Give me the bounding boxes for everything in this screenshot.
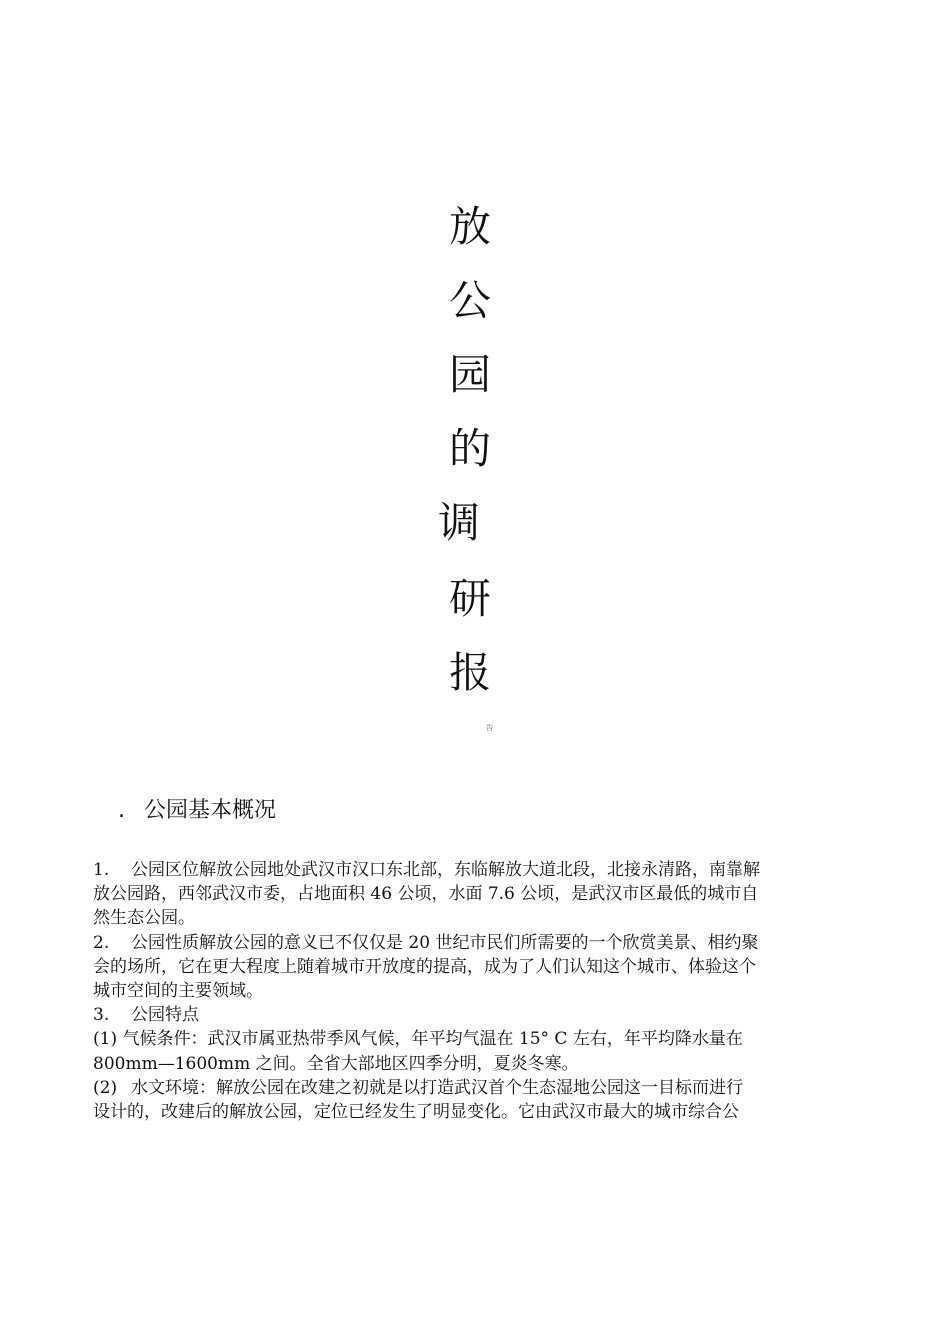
body-line-text: (1) 气候条件：武汉市属亚热带季风气候，年平均气温在 15° C 左右，年平均降水量在 — [93, 1029, 743, 1050]
body-line — [93, 1027, 845, 1051]
list-number: 3. — [93, 1005, 110, 1026]
title-char-1: 放 — [449, 202, 492, 251]
title-char-3: 园 — [449, 350, 492, 399]
body-line-text: 然生态公园。 — [93, 908, 195, 929]
body-line — [93, 882, 845, 906]
body-line — [93, 931, 845, 955]
body-line — [93, 1076, 845, 1100]
body-line-text: 城市空间的主要领域。 — [93, 980, 263, 1001]
body-line — [93, 1100, 845, 1124]
body-text — [93, 858, 845, 1124]
body-line-text: 公园性质解放公园的意义已不仅仅是 20 世纪市民们所需要的一个欣赏美景、相约聚 — [131, 932, 759, 953]
section-heading — [118, 796, 276, 826]
body-line — [93, 955, 845, 979]
body-line-text: 公园特点 — [131, 1005, 199, 1026]
list-number: 2. — [93, 932, 110, 953]
body-line-text: 设计的，改建后的解放公园，定位已经发生了明显变化。它由武汉市最大的城市综合公 — [93, 1101, 739, 1122]
title-char-7: 报 — [449, 648, 492, 697]
body-line-text: 会的场所，它在更大程度上随着城市开放度的提高，成为了人们认知这个城市、体验这个 — [93, 956, 756, 977]
body-line-text: 水文环境：解放公园在改建之初就是以打造武汉首个生态湿地公园这一目标而进行 — [131, 1077, 743, 1098]
list-number: (2) — [93, 1077, 118, 1098]
title-char-4: 的 — [449, 424, 492, 473]
body-line — [93, 858, 845, 882]
section-heading-dot: . — [118, 798, 125, 823]
title-char-6: 研 — [449, 574, 492, 623]
body-line-text: 公园区位解放公园地处武汉市汉口东北部，东临解放大道北段，北接永清路，南靠解 — [131, 860, 760, 880]
title-char-5: 调 — [438, 498, 481, 547]
body-line-text: 800mm—1600mm 之间。全省大部地区四季分明，夏炎冬寒。 — [93, 1053, 579, 1074]
title-char-2: 公 — [449, 276, 492, 325]
body-line — [93, 1052, 845, 1076]
section-heading-text: 公园基本概况 — [144, 798, 277, 823]
title-char-tail: 告 — [486, 724, 493, 732]
list-number: 1. — [93, 860, 110, 880]
body-line — [93, 979, 845, 1003]
body-line — [93, 906, 845, 930]
body-line — [93, 1003, 845, 1027]
body-line-text: 放公园路，西邻武汉市委，占地面积 46 公顷，水面 7.6 公顷，是武汉市区最低的城市自 — [93, 884, 759, 905]
